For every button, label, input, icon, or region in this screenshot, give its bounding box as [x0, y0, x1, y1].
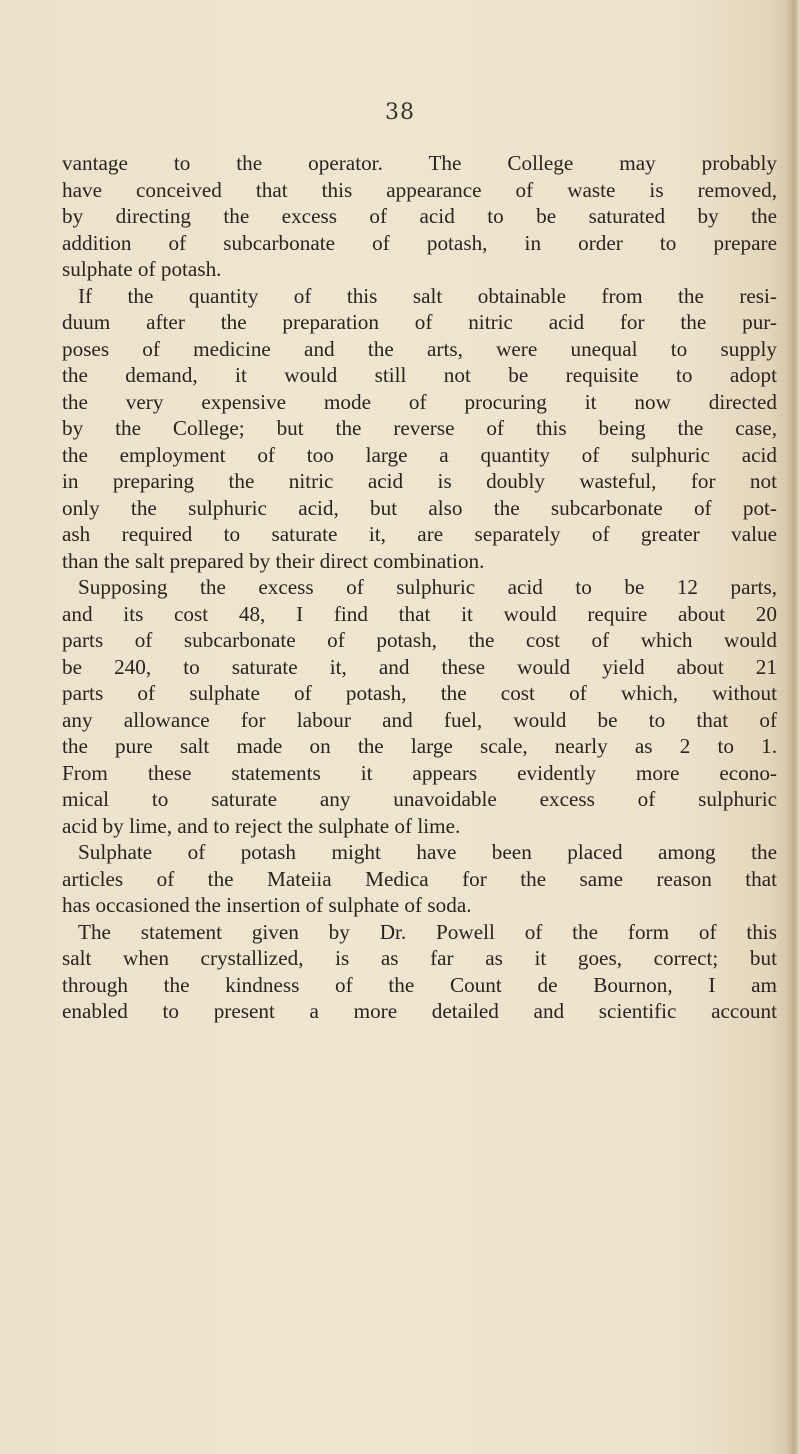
text-line: be 240, to saturate it, and these would yield about 21 [62, 654, 777, 679]
text-line: The statement given by Dr. Powell of the form of this [78, 919, 777, 944]
text-line: From these statements it appears evidently more econo- [62, 760, 777, 785]
text-line: any allowance for labour and fuel, would be to that of [62, 707, 777, 732]
text-line: addition of subcarbonate of potash, in order to prepare [62, 230, 777, 255]
page-number: 38 [385, 100, 415, 125]
text-line: mical to saturate any unavoidable excess of sulphuric [62, 787, 777, 811]
text-line: have conceived that this appearance of waste is removed, [62, 177, 777, 202]
text-line: the pure salt made on the large scale, nearly as 2 to 1. [62, 734, 777, 758]
text-line: salt when crystallized, is as far as it goes, correct; but [62, 946, 777, 970]
text-line: vantage to the operator. The College may probably [62, 151, 777, 175]
text-line: through the kindness of the Count de Bournon, I am [62, 972, 777, 997]
text-line: Supposing the excess of sulphuric acid to be 12 parts, [78, 575, 777, 599]
paragraph-2 [62, 283, 777, 575]
text-line: If the quantity of this salt obtainable from the resi- [78, 283, 777, 308]
text-line: acid by lime, and to reject the sulphate of lime. [62, 813, 461, 838]
text-line: has occasioned the insertion of sulphate of soda. [62, 893, 472, 917]
paragraph-3 [62, 574, 777, 839]
text-line: in preparing the nitric acid is doubly wasteful, for not [62, 469, 777, 493]
page-edge-shadow [786, 0, 800, 1454]
paragraph-1 [62, 150, 777, 283]
text-line: sulphate of potash. [62, 257, 222, 281]
text-line: by directing the excess of acid to be saturated by the [62, 204, 777, 228]
text-line: articles of the Mateiia Medica for the same reason that [62, 866, 777, 891]
text-line: enabled to present a more detailed and scientific account [62, 999, 777, 1023]
text-line: ash required to saturate it, are separately of greater value [62, 522, 777, 546]
text-line: the demand, it would still not be requisite to adopt [62, 363, 777, 387]
text-line: Sulphate of potash might have been placed among the [78, 840, 777, 864]
text-line: and its cost 48, I find that it would require about 20 [62, 601, 777, 626]
paragraph-4 [62, 839, 777, 919]
text-line: than the salt prepared by their direct combination. [62, 548, 485, 573]
text-line: by the College; but the reverse of this being the case, [62, 416, 777, 440]
text-line: only the sulphuric acid, but also the subcarbonate of pot- [62, 495, 777, 520]
text-line: the very expensive mode of procuring it now directed [62, 389, 777, 414]
paragraph-5 [62, 919, 777, 1025]
text-line: the employment of too large a quantity of sulphuric acid [62, 442, 777, 467]
text-line: parts of subcarbonate of potash, the cost of which would [62, 628, 777, 652]
text-line: poses of medicine and the arts, were unequal to supply [62, 336, 777, 361]
text-line: parts of sulphate of potash, the cost of which, without [62, 681, 777, 705]
text-line: duum after the preparation of nitric acid for the pur- [62, 310, 777, 334]
body-text [62, 150, 777, 1025]
